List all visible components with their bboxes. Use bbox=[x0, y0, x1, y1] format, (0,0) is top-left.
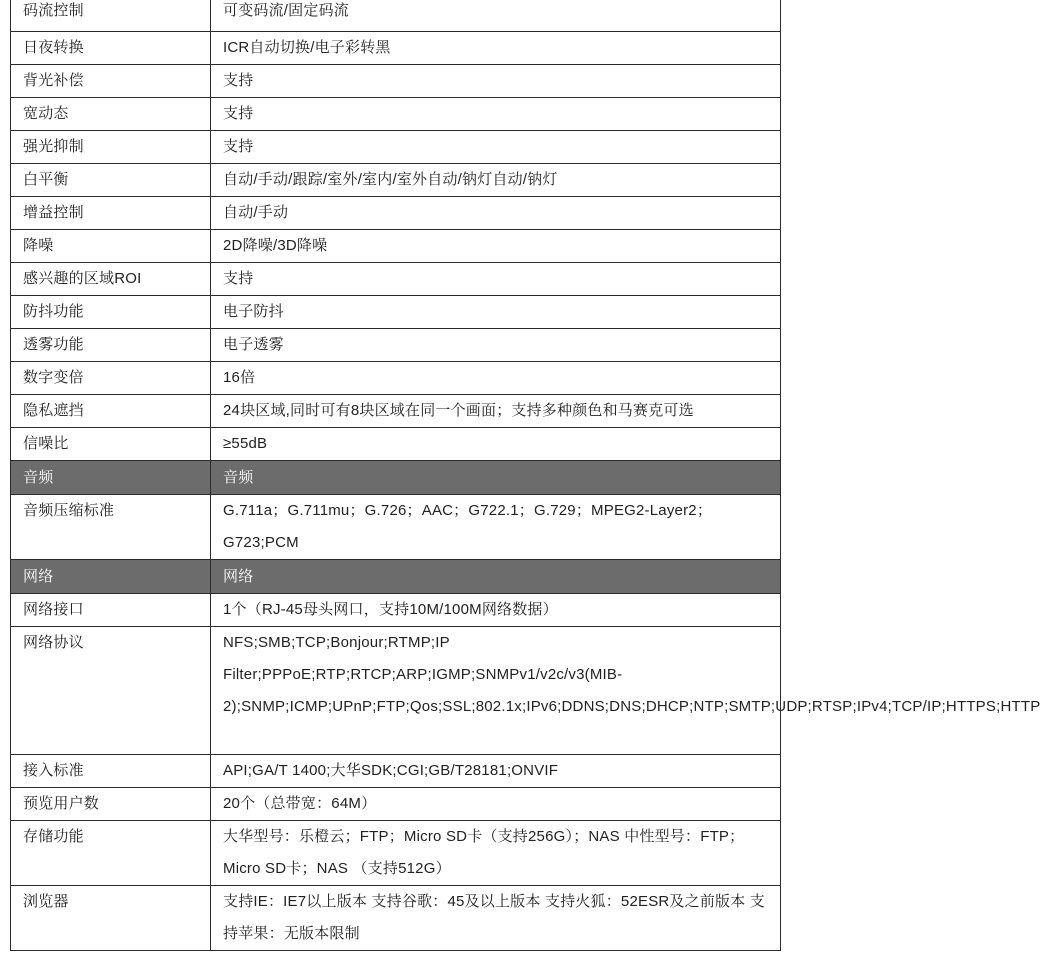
table-row bbox=[11, 32, 781, 65]
table-row bbox=[11, 362, 781, 395]
row-value: 支持IE：IE7以上版本 支持谷歌：45及以上版本 支持火狐：52ESR及之前版本 支持苹果：无版本限制 bbox=[211, 886, 781, 951]
spec-table bbox=[10, 0, 1040, 951]
row-value: 大华型号：乐橙云；FTP；Micro SD卡（支持256G）；NAS 中性型号：FTP；Micro SD卡；NAS （支持512G） bbox=[211, 821, 781, 886]
row-key: 背光补偿 bbox=[11, 65, 211, 98]
row-key: 隐私遮挡 bbox=[11, 395, 211, 428]
row-value: ICR自动切换/电子彩转黑 bbox=[211, 32, 781, 65]
table-row bbox=[11, 755, 781, 788]
table-row bbox=[11, 428, 781, 461]
row-key: 增益控制 bbox=[11, 197, 211, 230]
row-key: 白平衡 bbox=[11, 164, 211, 197]
table-row bbox=[11, 788, 781, 821]
row-key: 日夜转换 bbox=[11, 32, 211, 65]
row-value: 电子防抖 bbox=[211, 296, 781, 329]
row-key: 宽动态 bbox=[11, 98, 211, 131]
row-key: 防抖功能 bbox=[11, 296, 211, 329]
row-key: 信噪比 bbox=[11, 428, 211, 461]
table-row bbox=[11, 164, 781, 197]
table-row bbox=[11, 131, 781, 164]
row-value: 1个（RJ-45母头网口，支持10M/100M网络数据） bbox=[211, 594, 781, 627]
row-value: 2D降噪/3D降噪 bbox=[211, 230, 781, 263]
row-value: ≥55dB bbox=[211, 428, 781, 461]
row-key: 降噪 bbox=[11, 230, 211, 263]
table-row bbox=[11, 821, 781, 886]
row-value: NFS;SMB;TCP;Bonjour;RTMP;IP Filter;PPPoE;RTP;RTCP;ARP;IGMP;SNMPv1/v2c/v3(MIB-2);SNMP;ICMP;UPnP;FTP;Qos;SSL;802.1x;IPv6;DDNS;DNS;DHCP;NTP;SMTP;UDP;RTSP;IPv4;TCP/IP;HTTPS;HTTP bbox=[211, 627, 781, 755]
row-key: 网络接口 bbox=[11, 594, 211, 627]
row-value: G.711a；G.711mu；G.726；AAC；G722.1；G.729；MPEG2-Layer2；G723;PCM bbox=[211, 495, 781, 560]
row-value: API;GA/T 1400;大华SDK;CGI;GB/T28181;ONVIF bbox=[211, 755, 781, 788]
table-row bbox=[11, 98, 781, 131]
row-value: 16倍 bbox=[211, 362, 781, 395]
row-key: 预览用户数 bbox=[11, 788, 211, 821]
row-value: 支持 bbox=[211, 98, 781, 131]
table-row bbox=[11, 329, 781, 362]
section-value: 网络 bbox=[211, 560, 781, 594]
row-value: 可变码流/固定码流 bbox=[211, 0, 781, 32]
row-key: 接入标准 bbox=[11, 755, 211, 788]
row-key: 透雾功能 bbox=[11, 329, 211, 362]
table-row bbox=[11, 495, 781, 560]
row-value: 自动/手动/跟踪/室外/室内/室外自动/钠灯自动/钠灯 bbox=[211, 164, 781, 197]
section-header-network bbox=[11, 560, 781, 594]
row-value: 支持 bbox=[211, 263, 781, 296]
row-key: 存储功能 bbox=[11, 821, 211, 886]
section-header-audio bbox=[11, 461, 781, 495]
row-key: 数字变倍 bbox=[11, 362, 211, 395]
row-key: 网络协议 bbox=[11, 627, 211, 755]
row-value: 电子透雾 bbox=[211, 329, 781, 362]
table-row bbox=[11, 0, 781, 32]
row-value: 自动/手动 bbox=[211, 197, 781, 230]
row-key: 音频压缩标准 bbox=[11, 495, 211, 560]
table-row bbox=[11, 594, 781, 627]
row-value: 20个（总带宽：64M） bbox=[211, 788, 781, 821]
section-key: 网络 bbox=[11, 560, 211, 594]
table-row bbox=[11, 886, 781, 951]
row-key: 浏览器 bbox=[11, 886, 211, 951]
table-row bbox=[11, 627, 781, 755]
table-row bbox=[11, 197, 781, 230]
section-key: 音频 bbox=[11, 461, 211, 495]
row-key: 码流控制 bbox=[11, 0, 211, 32]
row-key: 强光抑制 bbox=[11, 131, 211, 164]
table-row bbox=[11, 263, 781, 296]
table-row bbox=[11, 65, 781, 98]
section-value: 音频 bbox=[211, 461, 781, 495]
table-row bbox=[11, 395, 781, 428]
row-value: 支持 bbox=[211, 131, 781, 164]
row-value: 支持 bbox=[211, 65, 781, 98]
table-row bbox=[11, 230, 781, 263]
table-row bbox=[11, 296, 781, 329]
row-value: 24块区域,同时可有8块区域在同一个画面；支持多种颜色和马赛克可选 bbox=[211, 395, 781, 428]
row-key: 感兴趣的区域ROI bbox=[11, 263, 211, 296]
